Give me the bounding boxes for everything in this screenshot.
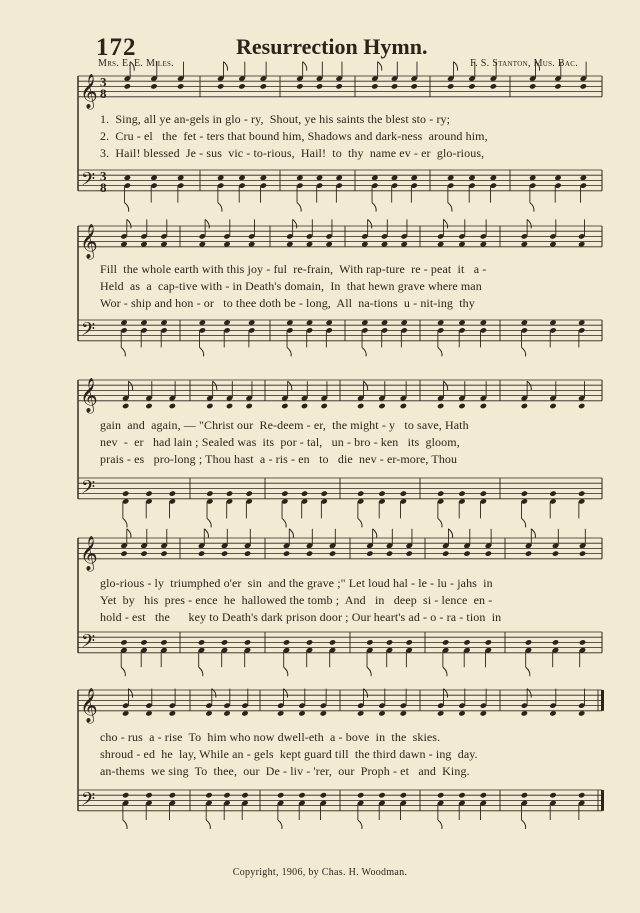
- note-flag: [127, 529, 131, 538]
- note-head: [238, 83, 245, 89]
- note-head: [217, 83, 224, 89]
- note-flag: [527, 381, 531, 390]
- note-head: [437, 490, 444, 496]
- hymn-title: Resurrection Hymn.: [236, 34, 428, 59]
- note-head: [221, 639, 228, 645]
- bass-clef: 𝄢: [81, 477, 96, 503]
- note-flag: [213, 381, 217, 390]
- note-head: [437, 403, 444, 409]
- note-head: [244, 550, 251, 556]
- note-head: [277, 792, 284, 798]
- note-flag: [123, 820, 127, 829]
- time-signature-bottom: 8: [100, 179, 107, 195]
- note-flag: [438, 518, 442, 527]
- note-flag: [123, 518, 127, 527]
- note-flag: [443, 219, 447, 228]
- note-head: [329, 639, 336, 645]
- bass-clef: 𝄢: [81, 319, 96, 345]
- bass-clef: 𝄢: [81, 169, 96, 195]
- note-head: [177, 83, 184, 89]
- note-flag: [531, 529, 535, 538]
- verse-3-line-1: 3. Hail! blessed Je - sus vic - to-rious, Hail! to thy name ev - er glo-rious,: [100, 146, 485, 160]
- note-head: [463, 639, 470, 645]
- note-head: [579, 550, 586, 556]
- note-head: [410, 83, 417, 89]
- treble-clef: 𝄞: [80, 687, 98, 723]
- note-head: [579, 639, 586, 645]
- bass-clef: 𝄢: [81, 631, 96, 657]
- note-head: [226, 490, 233, 496]
- composer-credit: F. S. Stanton, Mus. Bac.: [470, 58, 578, 69]
- note-head: [366, 550, 373, 556]
- note-head: [378, 403, 385, 409]
- note-head: [198, 639, 205, 645]
- note-head: [223, 792, 230, 798]
- time-signature-top: 3: [100, 74, 107, 90]
- note-head: [468, 83, 475, 89]
- note-head: [335, 83, 342, 89]
- time-signature-bottom: 8: [100, 85, 107, 101]
- note-head: [378, 490, 385, 496]
- note-head: [245, 490, 252, 496]
- note-head: [169, 490, 176, 496]
- note-flag: [522, 518, 526, 527]
- note-flag: [282, 518, 286, 527]
- treble-clef: 𝄞: [80, 223, 98, 259]
- note-flag: [121, 667, 125, 676]
- note-head: [124, 83, 131, 89]
- note-head: [521, 403, 528, 409]
- note-head: [552, 639, 559, 645]
- note-head: [580, 83, 587, 89]
- note-head: [226, 403, 233, 409]
- note-head: [480, 403, 487, 409]
- verse-1-line-3: gain and again, — "Christ our Re-deem - er, the might - y to save, Hath: [100, 418, 469, 432]
- verse-2-line-2: Held as a cap-tive with - in Death's domain, In that hewn grave where man: [100, 279, 482, 293]
- lyricist-credit: Mrs. E. E. Miles.: [98, 58, 174, 69]
- note-head: [357, 792, 364, 798]
- final-barline-thick: [601, 690, 604, 711]
- note-head: [549, 490, 556, 496]
- note-flag: [199, 667, 203, 676]
- note-flag: [293, 219, 297, 228]
- note-flag: [367, 667, 371, 676]
- verse-3-line-4: hold - est the key to Death's dark prison door ; Our heart's ad - o - ra - tion in: [100, 610, 502, 624]
- note-head: [549, 403, 556, 409]
- note-head: [245, 403, 252, 409]
- note-head: [283, 550, 290, 556]
- note-flag: [522, 820, 526, 829]
- note-head: [442, 639, 449, 645]
- note-head: [458, 490, 465, 496]
- note-head: [221, 550, 228, 556]
- note-head: [405, 550, 412, 556]
- note-head: [316, 83, 323, 89]
- note-flag: [287, 347, 291, 356]
- note-flag: [438, 820, 442, 829]
- note-flag: [284, 667, 288, 676]
- note-head: [169, 403, 176, 409]
- note-flag: [205, 219, 209, 228]
- note-head: [400, 490, 407, 496]
- verse-1-line-5: cho - rus a - rise To him who now dwell-eth a - bove in the skies.: [100, 730, 441, 744]
- note-head: [301, 403, 308, 409]
- final-barline-thick: [601, 790, 604, 811]
- note-head: [298, 792, 305, 798]
- note-flag: [278, 820, 282, 829]
- note-flag: [127, 219, 131, 228]
- note-head: [306, 550, 313, 556]
- note-head: [296, 83, 303, 89]
- note-flag: [448, 203, 452, 212]
- note-head: [386, 550, 393, 556]
- note-head: [140, 550, 147, 556]
- note-head: [485, 639, 492, 645]
- note-flag: [438, 347, 442, 356]
- note-head: [169, 792, 176, 798]
- note-head: [320, 403, 327, 409]
- hymn-number: 172: [96, 34, 137, 61]
- note-flag: [125, 203, 129, 212]
- note-head: [525, 639, 532, 645]
- note-head: [281, 403, 288, 409]
- note-flag: [368, 219, 372, 228]
- note-head: [357, 490, 364, 496]
- note-head: [281, 490, 288, 496]
- note-flag: [303, 62, 307, 71]
- note-flag: [363, 381, 367, 390]
- note-head: [400, 792, 407, 798]
- note-flag: [453, 62, 457, 71]
- treble-clef: 𝄞: [80, 377, 98, 413]
- note-head: [145, 403, 152, 409]
- note-head: [458, 792, 465, 798]
- note-flag: [207, 518, 211, 527]
- note-head: [320, 792, 327, 798]
- note-head: [400, 403, 407, 409]
- note-head: [378, 792, 385, 798]
- note-flag: [530, 203, 534, 212]
- note-head: [122, 792, 129, 798]
- verse-2-line-3: nev - er had lain ; Sealed was its por - tal, un - bro - ken its gloom,: [100, 435, 460, 449]
- note-flag: [358, 820, 362, 829]
- note-head: [578, 490, 585, 496]
- note-head: [122, 490, 129, 496]
- note-flag: [289, 529, 293, 538]
- note-head: [366, 639, 373, 645]
- note-head: [205, 792, 212, 798]
- note-head: [160, 550, 167, 556]
- verse-3-line-2: Wor - ship and hon - or to thee doth be - long, All na-tions u - nit-ing thy: [100, 296, 475, 310]
- note-head: [140, 639, 147, 645]
- note-head: [145, 792, 152, 798]
- verse-1-line-2: Fill the whole earth with this joy - ful re-frain, With rap-ture re - peat it a -: [100, 262, 487, 276]
- note-head: [578, 403, 585, 409]
- copyright-notice: Copyright, 1906, by Chas. H. Woodman.: [232, 867, 408, 878]
- verse-3-line-3: prais - es pro-long ; Thou hast a - ris - en to die nev - er-more, Thou: [100, 452, 458, 466]
- note-head: [120, 639, 127, 645]
- verse-2-line-1: 2. Cru - el the fet - ters that bound him, Shadows and dark-ness around him,: [100, 129, 488, 143]
- verse-2-line-5: shroud - ed he lay, While an - gels kept guard till the third dawn - ing day.: [100, 747, 478, 761]
- note-flag: [372, 203, 376, 212]
- note-head: [485, 550, 492, 556]
- note-head: [357, 403, 364, 409]
- note-head: [150, 83, 157, 89]
- note-flag: [378, 62, 382, 71]
- note-flag: [443, 381, 447, 390]
- treble-clef: 𝄞: [80, 73, 98, 109]
- note-head: [405, 639, 412, 645]
- note-flag: [121, 347, 125, 356]
- note-head: [241, 792, 248, 798]
- note-flag: [522, 347, 526, 356]
- note-head: [521, 490, 528, 496]
- treble-clef: 𝄞: [80, 535, 98, 571]
- note-head: [206, 490, 213, 496]
- note-flag: [297, 203, 301, 212]
- note-head: [490, 83, 497, 89]
- note-head: [260, 83, 267, 89]
- note-flag: [204, 529, 208, 538]
- note-head: [554, 83, 561, 89]
- note-head: [306, 639, 313, 645]
- note-flag: [128, 381, 132, 390]
- note-head: [320, 490, 327, 496]
- note-head: [442, 550, 449, 556]
- note-flag: [218, 203, 222, 212]
- note-head: [386, 639, 393, 645]
- verse-3-line-5: an-thems we sing To thee, our De - liv - 'rer, our Proph - et and King.: [100, 764, 470, 778]
- note-head: [371, 83, 378, 89]
- note-flag: [443, 667, 447, 676]
- time-signature-top: 3: [100, 168, 107, 184]
- note-flag: [373, 529, 377, 538]
- note-head: [525, 550, 532, 556]
- verse-1-line-1: 1. Sing, all ye an-gels in glo - ry, Shout, ye his saints the blest sto - ry;: [100, 112, 451, 126]
- note-head: [301, 490, 308, 496]
- note-flag: [288, 381, 292, 390]
- note-head: [458, 403, 465, 409]
- verse-1-line-4: glo-rious - ly triumphed o'er sin and the grave ;" Let loud hal - le - lu - jahs in: [100, 576, 493, 590]
- note-flag: [527, 219, 531, 228]
- note-head: [521, 792, 528, 798]
- note-flag: [223, 62, 227, 71]
- note-head: [447, 83, 454, 89]
- note-head: [437, 792, 444, 798]
- note-head: [160, 639, 167, 645]
- note-head: [120, 550, 127, 556]
- verse-2-line-4: Yet by his pres - ence he hallowed the tomb ; And in deep si - lence en -: [100, 593, 493, 607]
- note-flag: [448, 529, 452, 538]
- note-head: [578, 792, 585, 798]
- note-head: [552, 550, 559, 556]
- note-head: [198, 550, 205, 556]
- note-head: [391, 83, 398, 89]
- bass-clef: 𝄢: [81, 789, 96, 815]
- note-flag: [206, 820, 210, 829]
- note-head: [283, 639, 290, 645]
- note-head: [145, 490, 152, 496]
- note-head: [122, 403, 129, 409]
- note-flag: [200, 347, 204, 356]
- note-flag: [526, 667, 530, 676]
- note-head: [244, 639, 251, 645]
- note-head: [529, 83, 536, 89]
- note-head: [480, 792, 487, 798]
- note-head: [329, 550, 336, 556]
- note-flag: [362, 347, 366, 356]
- note-flag: [358, 518, 362, 527]
- note-head: [549, 792, 556, 798]
- note-head: [463, 550, 470, 556]
- note-head: [480, 490, 487, 496]
- note-head: [206, 403, 213, 409]
